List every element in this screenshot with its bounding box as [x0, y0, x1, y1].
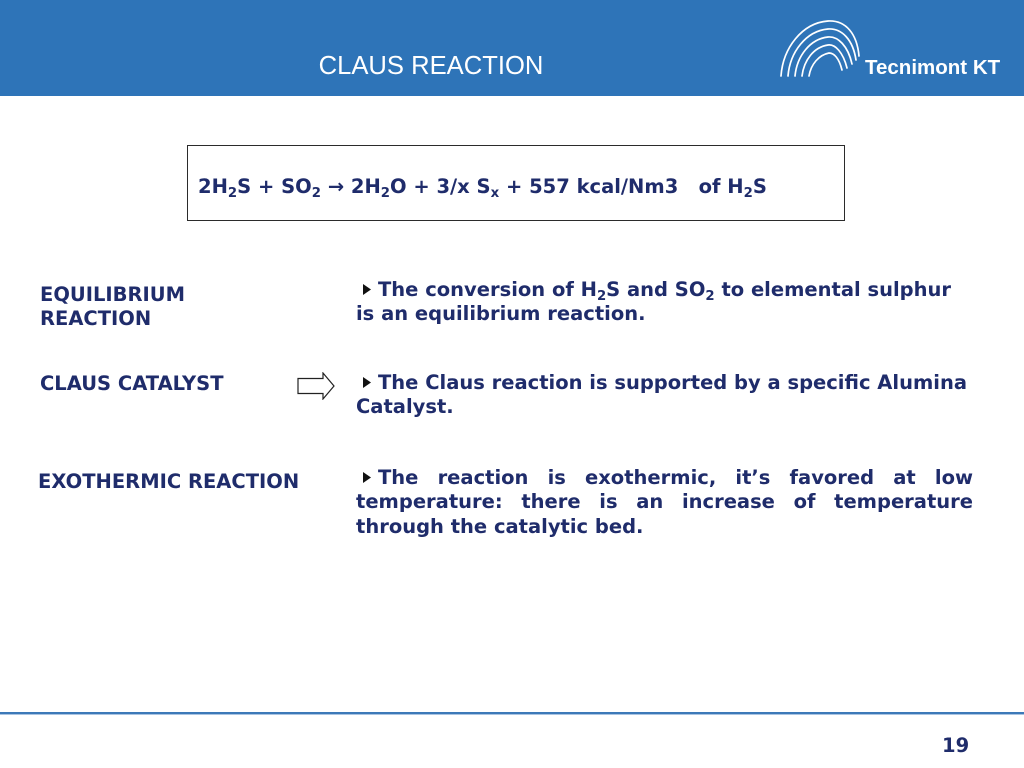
bullet-subscript: 2	[705, 289, 715, 305]
bullet-subscript: 2	[596, 289, 607, 305]
bullet-text: The conversion of H	[378, 278, 597, 301]
bullet-line	[356, 278, 973, 305]
equation-subscript: x	[490, 186, 500, 202]
logo-arc	[802, 45, 847, 76]
equation-subscript: 2	[311, 186, 321, 202]
bullet-text: The Claus reaction is supported by a specific Alumina	[378, 371, 967, 394]
bullet-claus-catalyst	[356, 371, 973, 420]
footer-rule-highlight	[0, 714, 1024, 715]
row-label-claus-catalyst	[40, 372, 224, 396]
page-number: 19	[942, 734, 970, 757]
equation-text: → 2H	[320, 175, 381, 198]
outlined-right-arrow-icon	[297, 372, 335, 400]
bullet-triangle-shape	[363, 472, 371, 483]
row-label-exothermic-reaction	[38, 470, 299, 494]
bullet-text: temperature: there is an increase of temperature	[356, 490, 973, 514]
company-logo-text: Tecnimont KT	[865, 56, 1001, 79]
bullet-text: Catalyst.	[356, 395, 454, 419]
row-label-equilibrium-reaction	[40, 283, 185, 330]
equation-subscript: 2	[743, 186, 753, 202]
bullet-line	[356, 515, 973, 539]
label-line: REACTION	[40, 306, 152, 330]
equation-text: O + 3/x S	[390, 175, 491, 198]
bullet-exothermic	[356, 466, 973, 539]
equation-subscript: 2	[380, 186, 390, 202]
logo-arc	[809, 53, 842, 76]
claus-reaction-equation	[198, 175, 767, 202]
equation-text: 2H	[198, 175, 228, 198]
bullet-line	[356, 466, 973, 490]
bullet-triangle-icon	[363, 472, 371, 483]
arrow-shape	[298, 373, 334, 399]
equation-text: S + SO	[237, 175, 312, 198]
bullet-line	[356, 395, 973, 419]
bullet-triangle-shape	[363, 284, 371, 295]
bullet-triangle-icon	[363, 284, 371, 295]
equation-text: S	[752, 175, 767, 198]
bullet-text: through the catalytic bed.	[356, 514, 644, 538]
bullet-equilibrium	[356, 278, 973, 327]
slide-header	[0, 0, 1024, 96]
slide-title: CLAUS REACTION	[318, 52, 544, 80]
bullet-triangle-icon	[363, 377, 371, 388]
bullet-text: to elemental sulphur	[714, 278, 951, 301]
bullet-line	[356, 371, 973, 395]
bullet-line	[356, 302, 973, 326]
bullet-text: is an equilibrium reaction.	[356, 302, 646, 326]
bullet-line	[356, 490, 973, 514]
equation-text: + 557 kcal/Nm3 of H	[499, 175, 744, 198]
bullet-triangle-shape	[363, 377, 371, 388]
label-line: EXOTHERMIC REACTION	[38, 470, 300, 493]
bullet-text: S and SO	[606, 278, 706, 301]
bullet-text: The reaction is exothermic, it’s favored at low	[378, 466, 973, 489]
equation-subscript: 2	[227, 186, 238, 202]
label-line: EQUILIBRIUM	[40, 283, 186, 306]
equation-box	[187, 145, 845, 221]
tecnimont-arcs-logo-icon	[778, 18, 862, 78]
label-line: CLAUS CATALYST	[40, 372, 224, 395]
